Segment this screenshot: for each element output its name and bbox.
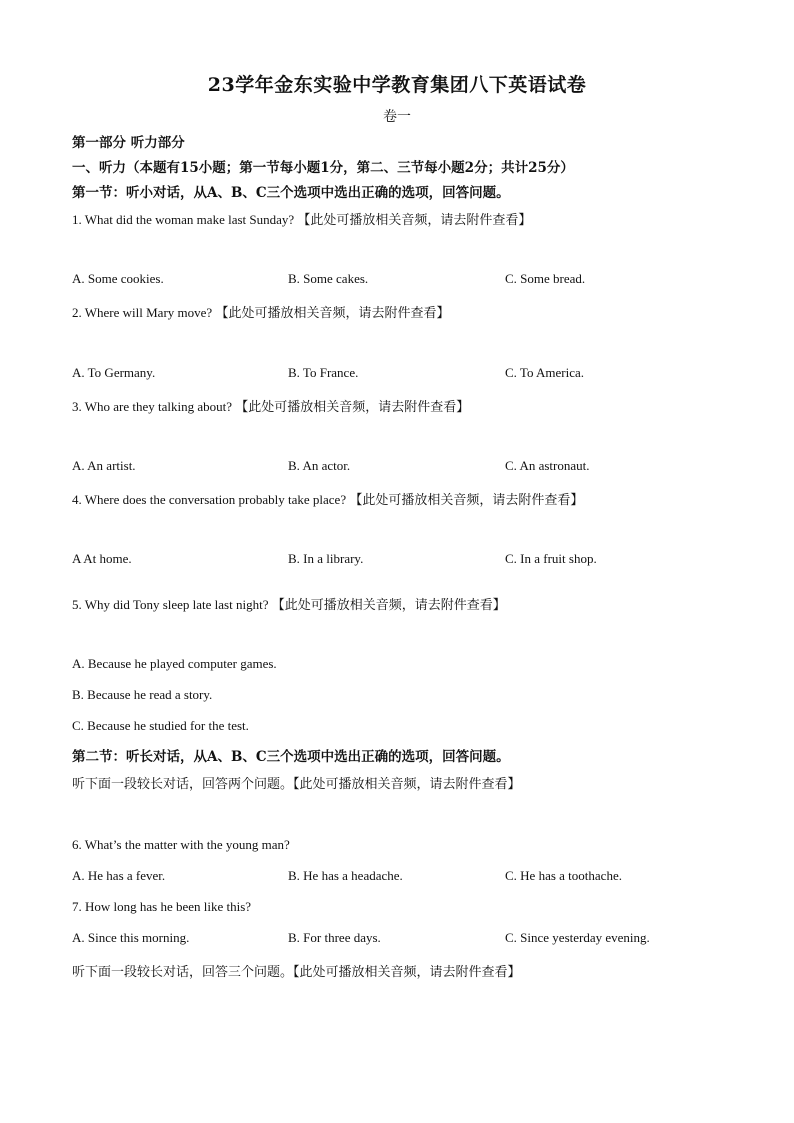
audio-note: 【此处可播放相关音频，请去附件查看】 bbox=[271, 598, 506, 613]
option-3a: A. An artist. bbox=[72, 458, 136, 473]
question-6: 6. What’s the matter with the young man? bbox=[72, 837, 290, 852]
option-6a: A. He has a fever. bbox=[72, 868, 166, 883]
question-4 bbox=[72, 489, 583, 508]
option-7b: B. For three days. bbox=[288, 930, 381, 945]
option-5a: A. Because he played computer games. bbox=[72, 656, 277, 671]
question-text: 3. Who are they talking about? bbox=[72, 399, 233, 414]
page-subtitle: 卷一 bbox=[383, 109, 411, 125]
question-text: 1. What did the woman make last Sunday? bbox=[72, 212, 295, 227]
option-7c: C. Since yesterday evening. bbox=[505, 930, 650, 945]
option-2b: B. To France. bbox=[288, 365, 359, 380]
option-4a: A At home. bbox=[72, 551, 132, 566]
dialog2-intro: 听下面一段较长对话，回答三个问题。【此处可播放相关音频，请去附件查看】 bbox=[72, 965, 521, 980]
option-4b: B. In a library. bbox=[288, 551, 364, 566]
section1-instruction: 第一节：听小对话，从A、B、C三个选项中选出正确的选项，回答问题。 bbox=[72, 185, 510, 201]
question-text: 5. Why did Tony sleep late last night? bbox=[72, 597, 269, 612]
section2-instruction: 第二节：听长对话，从A、B、C三个选项中选出正确的选项，回答问题。 bbox=[72, 749, 510, 765]
audio-note: 【此处可播放相关音频，请去附件查看】 bbox=[297, 213, 532, 228]
option-2a: A. To Germany. bbox=[72, 365, 156, 380]
question-2 bbox=[72, 302, 449, 321]
option-1b: B. Some cakes. bbox=[288, 271, 369, 286]
option-6c: C. He has a toothache. bbox=[505, 868, 622, 883]
option-5b: B. Because he read a story. bbox=[72, 687, 213, 702]
option-5c: C. Because he studied for the test. bbox=[72, 718, 249, 733]
option-1c: C. Some bread. bbox=[505, 271, 586, 286]
option-2c: C. To America. bbox=[505, 365, 585, 380]
option-6b: B. He has a headache. bbox=[288, 868, 403, 883]
option-7a: A. Since this morning. bbox=[72, 930, 190, 945]
option-3c: C. An astronaut. bbox=[505, 458, 590, 473]
dialog1-intro: 听下面一段较长对话，回答两个问题。【此处可播放相关音频，请去附件查看】 bbox=[72, 777, 521, 792]
question-5 bbox=[72, 594, 506, 613]
question-text: 2. Where will Mary move? bbox=[72, 305, 213, 320]
option-3b: B. An actor. bbox=[288, 458, 351, 473]
section-title: 一、听力（本题有15小题；第一节每小题1分，第二、三节每小题2分；共计25分） bbox=[72, 160, 574, 176]
page-title: 23学年金东实验中学教育集团八下英语试卷 bbox=[207, 74, 587, 96]
option-1a: A. Some cookies. bbox=[72, 271, 164, 286]
option-4c: C. In a fruit shop. bbox=[505, 551, 597, 566]
question-3 bbox=[72, 396, 469, 415]
question-7: 7. How long has he been like this? bbox=[72, 899, 252, 914]
audio-note: 【此处可播放相关音频，请去附件查看】 bbox=[349, 493, 584, 508]
audio-note: 【此处可播放相关音频，请去附件查看】 bbox=[215, 306, 450, 321]
question-1 bbox=[72, 209, 531, 228]
question-text: 4. Where does the conversation probably take place? bbox=[72, 492, 347, 507]
audio-note: 【此处可播放相关音频，请去附件查看】 bbox=[235, 400, 470, 415]
part-heading: 第一部分 听力部分 bbox=[72, 135, 185, 151]
